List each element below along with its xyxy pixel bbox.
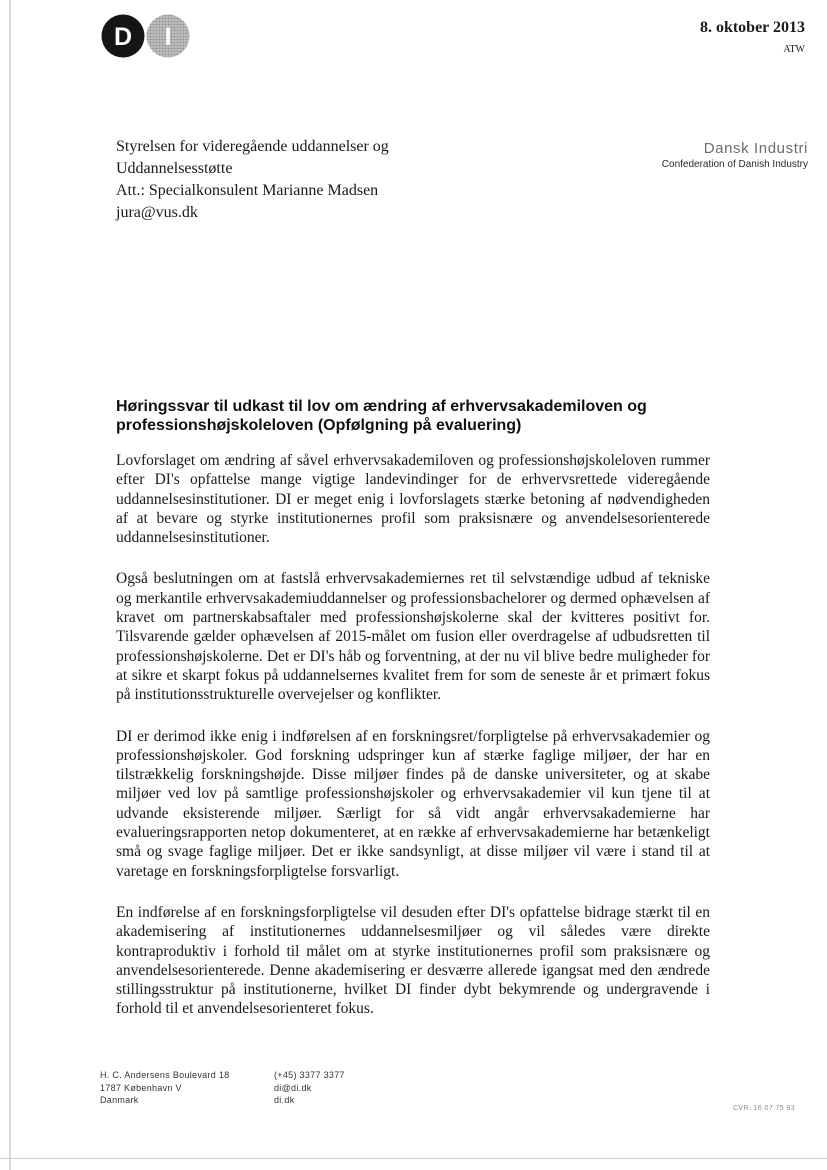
footer-address	[100, 1069, 229, 1107]
footer-phone: (+45) 3377 3377	[274, 1070, 345, 1080]
footer-email: di@di.dk	[274, 1082, 312, 1093]
sender-block	[662, 140, 808, 170]
di-logo-icon	[101, 14, 199, 58]
recipient-address	[116, 136, 389, 224]
footer-website: di.dk	[274, 1095, 295, 1105]
letter-body	[116, 451, 710, 1041]
footer-address-line: Danmark	[100, 1095, 139, 1105]
footer-address-line: 1787 København V	[100, 1082, 182, 1093]
body-paragraph: Lovforslaget om ændring af såvel erhvervsakademiloven og professionshøjskoleloven rummer efter DI's opfattelse mange vigtige landevindinger for de erhvervsrettede videregående uddannelsesinstitutioner. DI er meget enig i lovforslagets stærke betoning af nødvendigheden af at bevare og styrke institutionernes profil som praksisnære og anvendelsesorienterede uddannelsesinstitutioner.	[116, 452, 710, 547]
footer-address-line: H. C. Andersens Boulevard 18	[100, 1070, 230, 1080]
sender-name: Dansk Industri	[703, 140, 808, 157]
recipient-line: Att.: Specialkonsulent Marianne Madsen	[116, 182, 379, 199]
body-paragraph: DI er derimod ikke enig i indførelsen af en forskningsret/forpligtelse på erhvervsakademier og professionshøjskoler. God forskning udspringer kun af stærke faglige miljøer, der har en tilstrækkelig forskningshøjde. Disse miljøer findes på de danske universiteter, og at skabe miljøer ved lov på samtlige professionshøjskoler og erhvervsakademier vil kun tjene til at udvande eksisterende miljøer. Særligt for så vidt angår erhvervsakademierne har evalueringsrapporten netop dokumenteret, at en række af erhvervsakademierne har betænkeligt små og svage faglige miljøer. Det er ikke sandsynligt, at disse miljøer vil være i stand til at varetage en forskningsforpligtelse forsvarligt.	[116, 727, 710, 880]
sender-subtitle: Confederation of Danish Industry	[661, 159, 808, 170]
scan-edge-left	[9, 0, 11, 1170]
letter-date: 8. oktober 2013	[699, 19, 805, 36]
cvr-number: CVR: 16 07 75 93	[732, 1105, 795, 1112]
recipient-line: Styrelsen for videregående uddannelser og	[116, 138, 389, 155]
logo-letter-d: D	[113, 23, 133, 51]
recipient-line: Uddannelsesstøtte	[116, 160, 233, 177]
logo-letter-i: I	[164, 23, 172, 51]
author-initials: ATW	[783, 44, 805, 55]
body-paragraph: Også beslutningen om at fastslå erhvervsakademiernes ret til selvstændige udbud af tekniske og merkantile erhvervsakademiuddannelser og professionsbachelorer og dermed ophævelsen af kravet om partnerskabsaftaler med professionshøjskolerne skal der kvitteres positivt for. Tilsvarende gælder ophævelsen af 2015-målet om fusion eller overdragelse af udbudsretten til professionshøjskolerne. Det er DI's håb og forventning, at der nu vil blive bedre muligheder for at sikre et skarpt fokus på uddannelsernes kvalitet frem for som de seneste år et primært fokus på institutionsstrukturelle overvejelser og konflikter.	[116, 570, 710, 704]
footer-contact	[274, 1069, 345, 1107]
recipient-email: jura@vus.dk	[116, 204, 198, 221]
body-paragraph: En indførelse af en forskningsforpligtelse vil desuden efter DI's opfattelse bidrage stærkt til en akademisering af institutionernes uddannelsesmiljøer og vil således være direkte kontraproduktiv i forhold til målet om at styrke institutionernes profil som praksisnære og anvendelsesorienterede. Denne akademisering er desværre allerede igangsat med den ændrede stillingsstruktur på institutionerne, hvilket DI finder dybt bekymrende og undergravende i forhold til et anvendelsesorienteret fokus.	[116, 903, 710, 1018]
letter-heading: Høringssvar til udkast til lov om ændring af erhvervsakademiloven og professionshøjskoleloven (Opfølgning på evaluering)	[116, 398, 647, 434]
scan-edge-bottom	[0, 1158, 827, 1159]
